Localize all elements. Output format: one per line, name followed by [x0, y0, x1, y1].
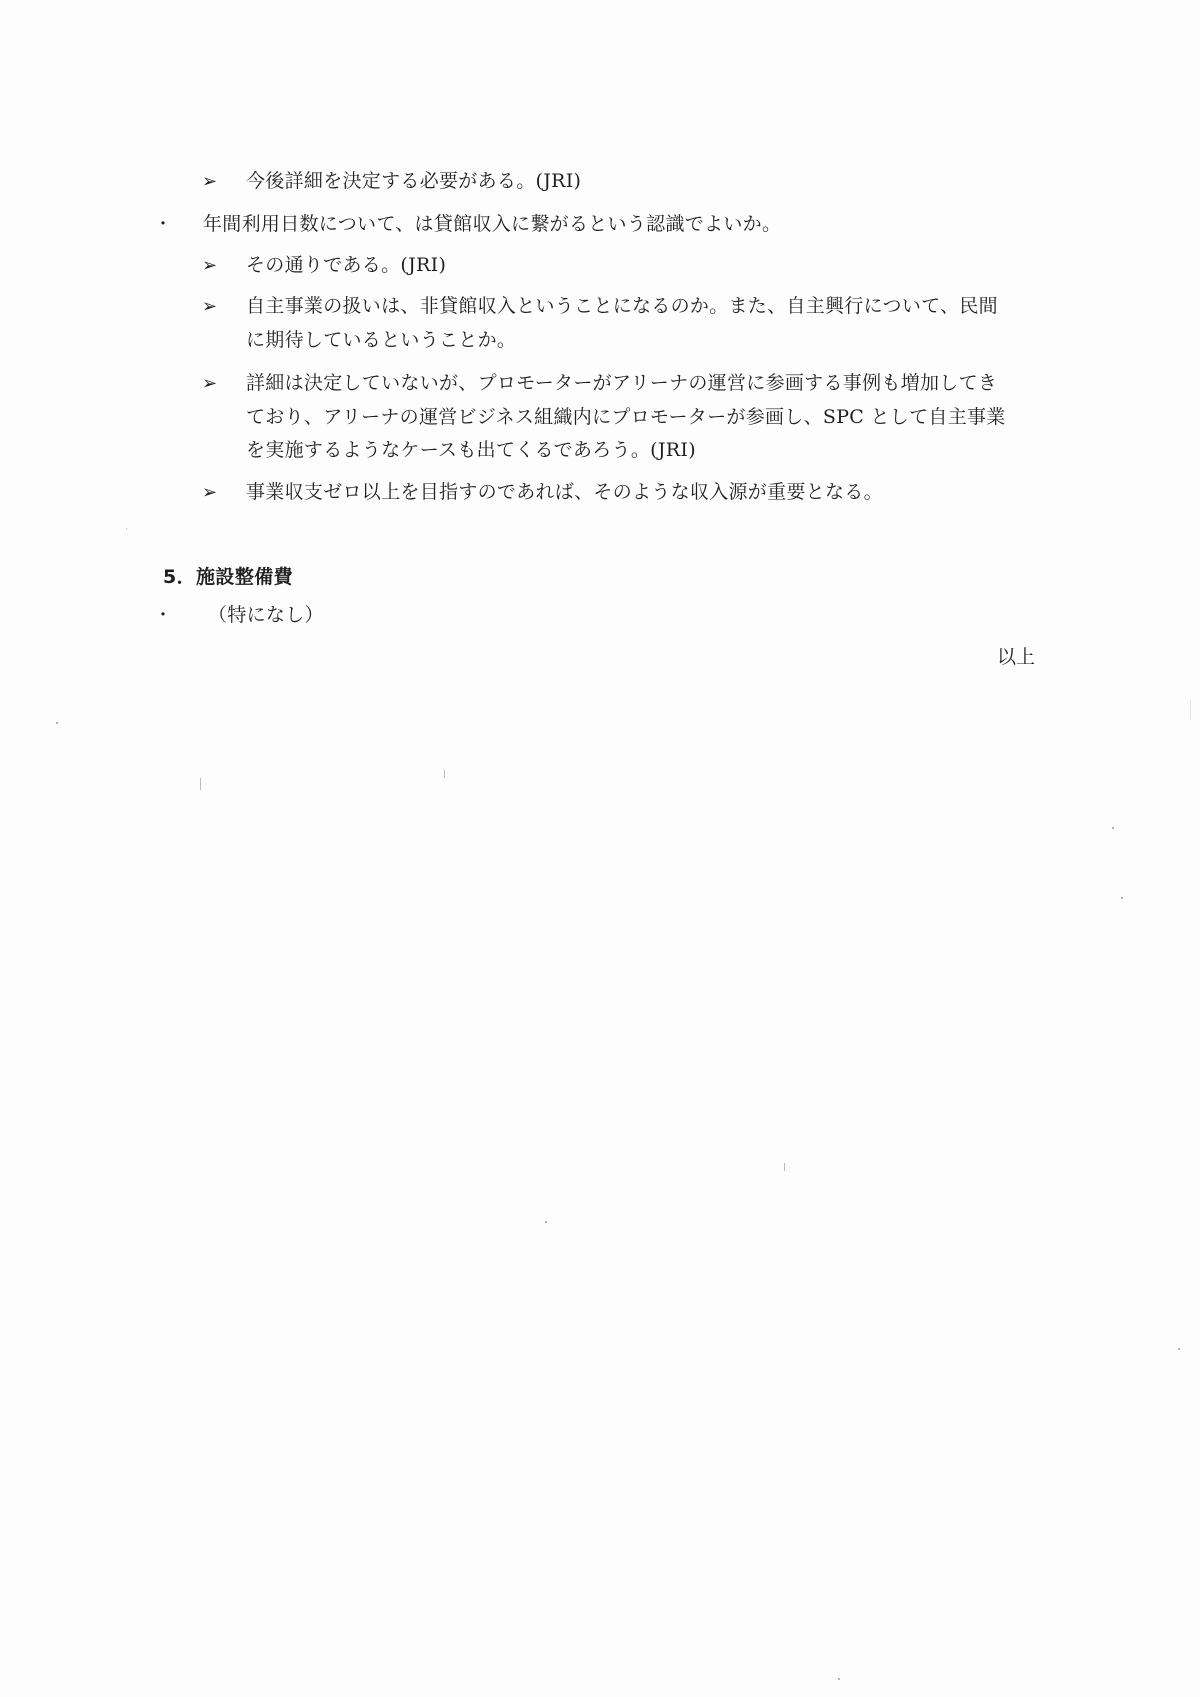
scan-speck	[838, 1678, 840, 1680]
arrow-marker-2: ➢	[202, 255, 218, 276]
scan-speck	[784, 1163, 785, 1171]
item-1-line-1: 今後詳細を決定する必要がある。(JRI)	[246, 170, 582, 192]
bullet-marker-2: ・	[154, 605, 172, 626]
item-5-line-1: 詳細は決定していないが、プロモーターがアリーナの運営に参画する事例も増加してき	[246, 372, 998, 394]
item-4-line-1: 自主事業の扱いは、非貸館収入ということになるのか。また、自主興行について、民間	[246, 295, 998, 317]
scan-speck	[126, 528, 127, 529]
arrow-marker-4: ➢	[202, 373, 218, 394]
item-6-line-1: 事業収支ゼロ以上を目指すのであれば、そのような収入源が重要となる。	[246, 481, 883, 503]
scan-speck	[200, 778, 201, 790]
scan-speck	[1112, 827, 1114, 829]
arrow-marker-1: ➢	[202, 171, 218, 192]
item-3-line-1: その通りである。(JRI)	[246, 254, 447, 276]
scan-speck	[56, 722, 58, 724]
closing-text: 以上	[997, 646, 1036, 668]
item-5-line-2: ており、アリーナの運営ビジネス組織内にプロモーターが参画し、SPC として自主事業	[246, 406, 1006, 428]
scan-speck	[545, 1221, 547, 1223]
item-2-line-1: 年間利用日数について、は貸館収入に繋がるという認識でよいか。	[203, 213, 782, 235]
section-5-heading: 5．施設整備費	[163, 566, 294, 588]
scan-speck	[1178, 1348, 1180, 1350]
bullet-marker-1: ・	[154, 214, 172, 235]
arrow-marker-5: ➢	[202, 482, 218, 503]
scan-speck	[1190, 700, 1191, 720]
scan-speck	[444, 770, 445, 778]
scan-speck	[1121, 897, 1123, 899]
arrow-marker-3: ➢	[202, 296, 218, 317]
item-5-line-3: を実施するようなケースも出てくるであろう。(JRI)	[246, 439, 696, 461]
section-5-item: （特になし）	[208, 604, 324, 626]
item-4-line-2: に期待しているということか。	[246, 329, 517, 351]
